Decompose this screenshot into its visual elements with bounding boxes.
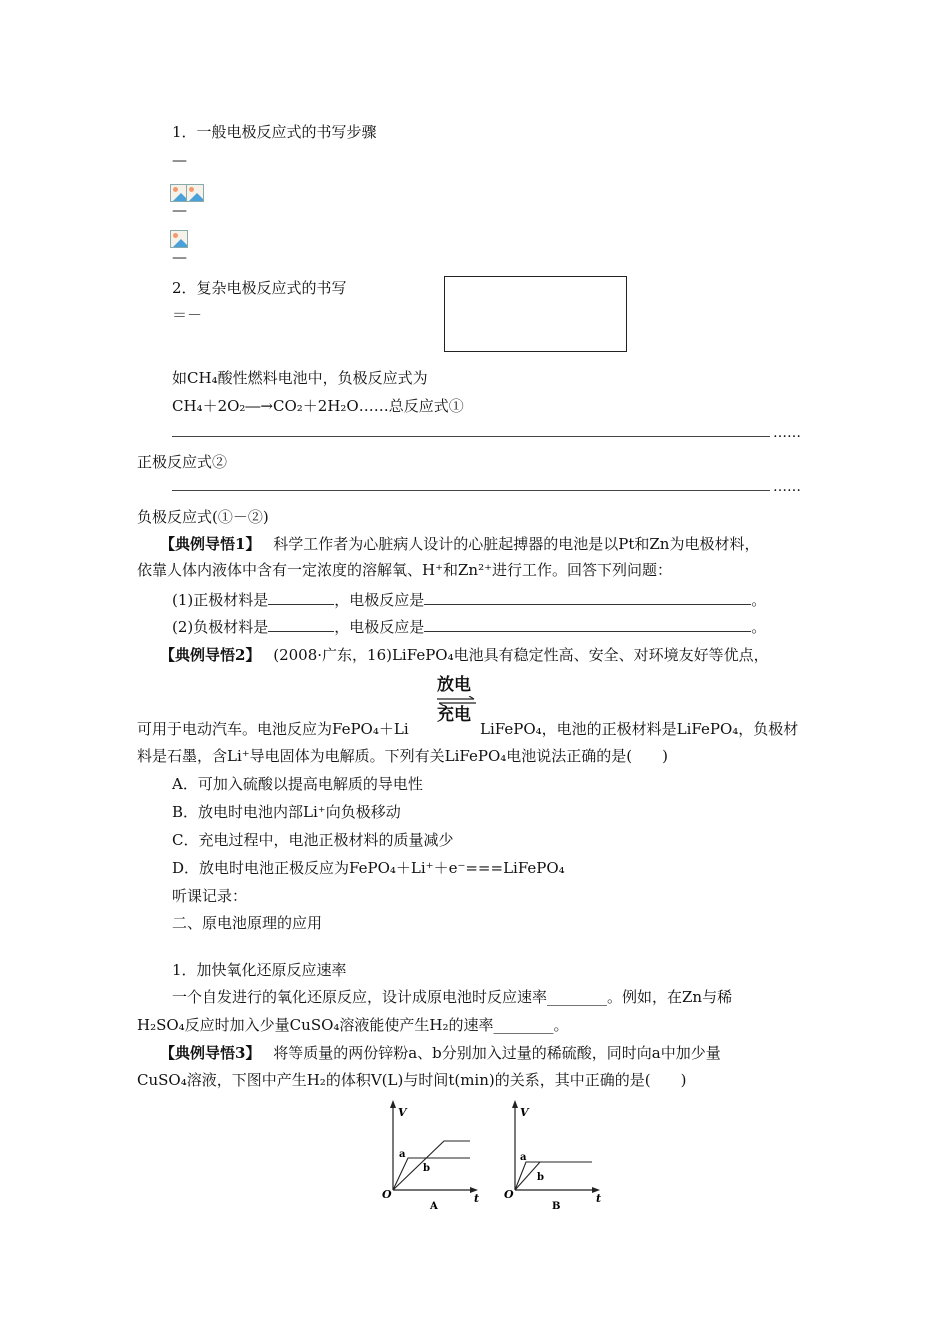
graph-caption: A [430,1201,438,1212]
arrow-top-label: 放电 [437,675,471,695]
reaction-total: CH₄＋2O₂―→CO₂＋2H₂O……总反应式① [172,397,464,415]
section1-title: 1．一般电极反应式的书写步骤 [172,123,377,141]
positive-label: 正极反应式② [137,453,228,471]
section2-title: 2．复杂电极反应式的书写 [172,279,347,297]
app1-line1: 一个自发进行的氧化还原反应，设计成原电池时反应速率________。例如，在Zn与稀 [172,988,733,1006]
curve-b [515,1162,592,1190]
option-d: D．放电时电池正极反应为FePO₄＋Li⁺＋e⁻===LiFePO₄ [172,859,565,877]
graph-caption: B [552,1201,561,1212]
label-a: a [520,1152,527,1163]
label-b: b [423,1163,430,1174]
q2-label-b: ，电极反应是 [334,618,425,636]
answer-line [172,436,770,437]
part2-title: 二、原电池原理的应用 [172,914,323,932]
curve-a [515,1162,592,1190]
negative-label: 负极反应式(①－②) [137,508,269,526]
guide3-line2: CuSO₄溶液，下图中产生H₂的体积V(L)与时间t(min)的关系，其中正确的是( ) [137,1071,687,1089]
blank[interactable] [268,590,334,605]
guide1-line2: 依靠人体内液体中含有一定浓度的溶解氧、H⁺和Zn²⁺进行工作。回答下列问题： [137,561,673,579]
q1-label-b: ，电极反应是 [334,591,425,609]
guide1-q2 [172,617,766,637]
image-placeholder-icon [170,230,188,248]
graph-a [378,1098,488,1213]
guide2-line3: 料是石墨，含Li⁺导电固体为电解质。下列有关LiFePO₄电池说法正确的是( ) [137,747,669,765]
x-axis-label: t [474,1192,480,1205]
y-axis-arrow-icon [512,1100,518,1108]
guide3-text1: 将等质量的两份锌粉a、b分别加入过量的稀硫酸，同时向a中加少量 [273,1044,721,1062]
dash-line: — [172,248,187,266]
guide1-text1: 科学工作者为心脏病人设计的心脏起搏器的电池是以Pt和Zn为电极材料， [273,535,760,553]
dash-line: — [172,151,187,169]
guide3-line1 [160,1043,721,1063]
guide2-text1: (2008·广东，16)LiFePO₄电池具有稳定性高、安全、对环境友好等优点， [273,646,769,664]
q1-label-a: (1)正极材料是 [172,591,269,609]
empty-box [444,276,627,352]
y-axis-label: V [398,1106,407,1119]
dash-line: — [172,201,187,219]
label-a: a [399,1149,406,1160]
image-placeholder-icon [186,184,204,202]
option-c: C．充电过程中，电池正极材料的质量减少 [172,831,454,849]
blank[interactable] [424,590,751,605]
period: 。 [751,591,767,609]
label-b: b [537,1172,544,1183]
y-axis-label: V [520,1106,529,1119]
guide2-head: 【典例导悟2】 [160,646,261,664]
arrow-bottom-label: 充电 [437,705,471,725]
dots: …… [773,425,801,441]
guide2-line2b: LiFePO₄，电池的正极材料是LiFePO₄，负极材 [480,720,799,738]
dots: …… [773,479,801,495]
formula-hint: ＝－ [172,306,203,324]
guide2-line1 [160,645,769,665]
x-axis-label: t [596,1192,602,1205]
guide2-line2a: 可用于电动汽车。电池反应为FePO₄＋Li [137,720,409,738]
blank[interactable] [268,617,334,632]
guide1-head: 【典例导悟1】 [160,535,261,553]
option-a: A．可加入硫酸以提高电解质的导电性 [172,775,423,793]
curve-a [393,1158,470,1190]
graph-b [500,1098,610,1213]
app1-title: 1．加快氧化还原反应速率 [172,961,347,979]
q2-label-a: (2)负极材料是 [172,618,269,636]
origin-label: O [382,1188,392,1201]
guide1-line1 [160,534,759,554]
origin-label: O [504,1188,514,1201]
option-b: B．放电时电池内部Li⁺向负极移动 [172,803,401,821]
guide3-head: 【典例导悟3】 [160,1044,261,1062]
y-axis-arrow-icon [390,1100,396,1108]
period: 。 [751,618,767,636]
notes-label: 听课记录： [172,887,248,905]
blank[interactable] [424,617,751,632]
guide1-q1 [172,590,766,610]
example-intro: 如CH₄酸性燃料电池中，负极反应式为 [172,369,428,387]
app1-line2: H₂SO₄反应时加入少量CuSO₄溶液能使产生H₂的速率________。 [137,1016,569,1034]
answer-line [172,490,770,491]
